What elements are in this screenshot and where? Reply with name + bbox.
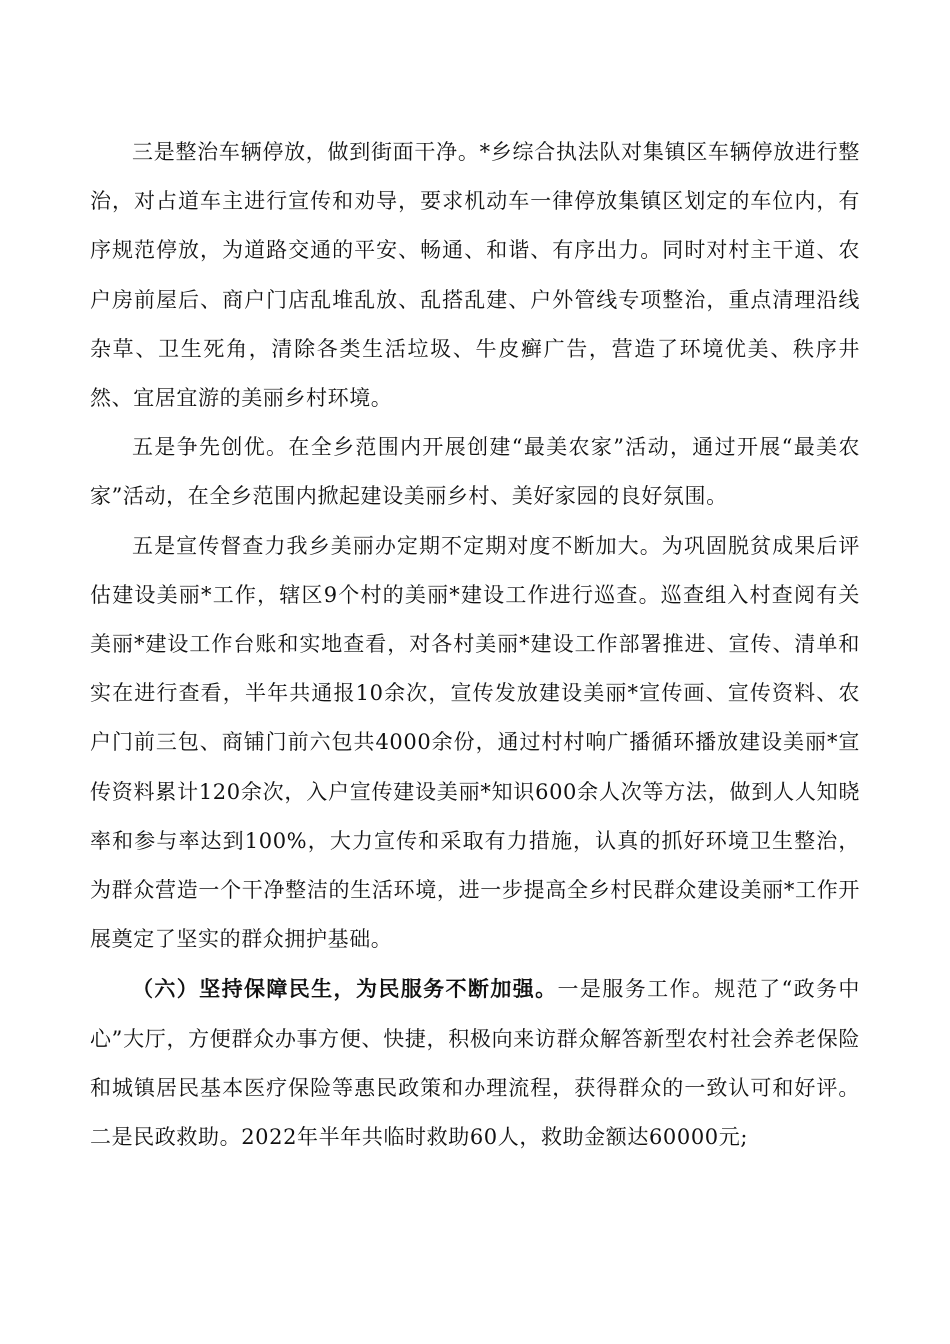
paragraph-excellence	[90, 423, 860, 521]
document-page	[90, 128, 860, 1162]
paragraph-text: 五是争先创优。在全乡范围内开展创建“最美农家”活动，通过开展“最美农家”活动，在全乡范围内掀起建设美丽乡村、美好家园的良好氛围。	[90, 435, 860, 509]
paragraph-publicity-inspection	[90, 522, 860, 965]
section-heading: （六）坚持保障民生，为民服务不断加强。	[132, 976, 558, 1002]
paragraph-vehicle-parking	[90, 128, 860, 423]
paragraph-livelihood	[90, 964, 860, 1162]
paragraph-text: 三是整治车辆停放，做到街面干净。*乡综合执法队对集镇区车辆停放进行整治，对占道车主进行宣传和劝导，要求机动车一律停放集镇区划定的车位内，有序规范停放，为道路交通的平安、畅通、和谐、有序出力。同时对村主干道、农户房前屋后、商户门店乱堆乱放、乱搭乱建、户外管线专项整治，重点清理沿线杂草、卫生死角，清除各类生活垃圾、牛皮癣广告，营造了环境优美、秩序井然、宜居宜游的美丽乡村环境。	[90, 140, 860, 411]
paragraph-text: 一是服务工作。规范了“政务中心”大厅，方便群众办事方便、快捷，积极向来访群众解答新型农村社会养老保险和城镇居民基本医疗保险等惠民政策和办理流程，获得群众的一致认可和好评。二是民政救助。2022年半年共临时救助60人，救助金额达60000元;	[90, 977, 860, 1150]
paragraph-text: 五是宣传督查力我乡美丽办定期不定期对度不断加大。为巩固脱贫成果后评估建设美丽*工作，辖区9个村的美丽*建设工作进行巡查。巡查组入村查阅有关美丽*建设工作台账和实地查看，对各村美丽*建设工作部署推进、宣传、清单和实在进行查看，半年共通报10余次，宣传发放建设美丽*宣传画、宣传资料、农户门前三包、商铺门前六包共4000余份，通过村村响广播循环播放建设美丽*宣传资料累计120余次，入户宣传建设美丽*知识600余人次等方法，做到人人知晓率和参与率达到100%，大力宣传和采取有力措施，认真的抓好环境卫生整治，为群众营造一个干净整洁的生活环境，进一步提高全乡村民群众建设美丽*工作开展奠定了坚实的群众拥护基础。	[90, 533, 860, 952]
